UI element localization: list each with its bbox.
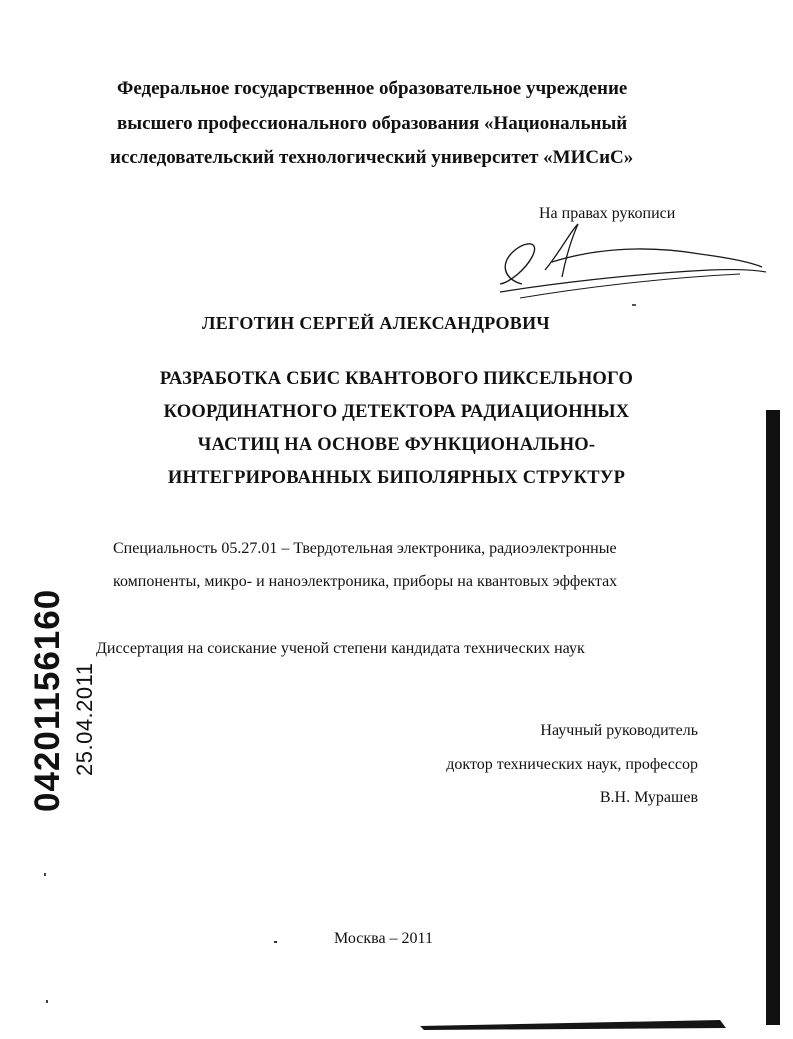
thesis-title-line-1: РАЗРАБОТКА СБИС КВАНТОВОГО ПИКСЕЛЬНОГО <box>159 369 634 389</box>
supervisor-degree: доктор технических наук, профессор <box>446 756 698 773</box>
library-stamp-number: 04201156160 <box>28 588 67 812</box>
author-name: ЛЕГОТИН СЕРГЕЙ АЛЕКСАНДРОВИЧ <box>202 313 550 333</box>
thesis-title-line-3: ЧАСТИЦ НА ОСНОВЕ ФУНКЦИОНАЛЬНО- <box>197 435 596 455</box>
scan-speck <box>44 873 46 876</box>
scan-speck <box>46 1000 48 1003</box>
institution-line-1: Федеральное государственное образовательное учреждение <box>117 78 628 99</box>
city-year: Москва – 2011 <box>334 930 433 947</box>
thesis-title-line-2: КООРДИНАТНОГО ДЕТЕКТОРА РАДИАЦИОННЫХ <box>163 402 630 422</box>
scan-speck <box>632 304 636 306</box>
scan-bottom-smudge <box>420 1018 730 1034</box>
supervisor-role: Научный руководитель <box>540 722 698 739</box>
scan-edge-bar <box>766 410 780 1025</box>
dissertation-note: Диссертация на соискание ученой степени кандидата технических наук <box>96 640 585 657</box>
institution-line-2: высшего профессионального образования «Национальный <box>117 113 628 134</box>
specialty-line-2: компоненты, микро- и наноэлектроника, приборы на квантовых эффектах <box>113 573 618 590</box>
specialty-line-1: Специальность 05.27.01 – Твердотельная электроника, радиоэлектронные <box>113 540 617 557</box>
scan-speck <box>274 941 277 943</box>
manuscript-note: На правах рукописи <box>539 205 676 222</box>
institution-line-3: исследовательский технологический университет «МИСиС» <box>110 147 634 168</box>
author-signature <box>470 222 770 312</box>
supervisor-name: В.Н. Мурашев <box>599 789 698 806</box>
library-stamp-date: 25.04.2011 <box>72 662 97 776</box>
thesis-title-line-4: ИНТЕГРИРОВАННЫХ БИПОЛЯРНЫХ СТРУКТУР <box>167 468 626 488</box>
